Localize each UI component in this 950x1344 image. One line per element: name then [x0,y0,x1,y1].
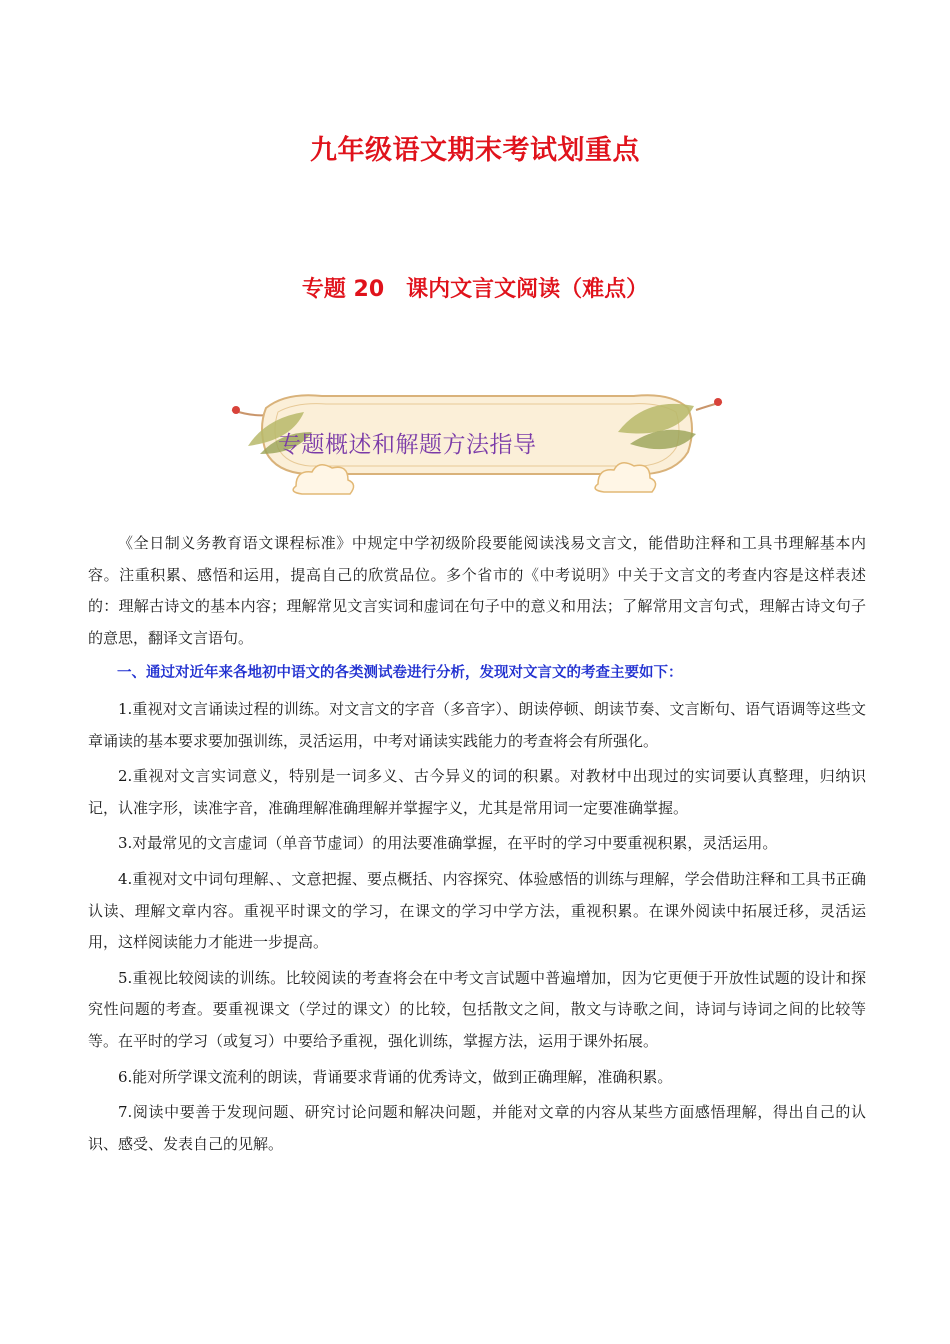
point-paragraph: 6.能对所学课文流利的朗读，背诵要求背诵的优秀诗文，做到正确理解，准确积累。 [118,1067,673,1086]
document-subtitle: 专题 20 课内文言文阅读（难点） [301,277,649,302]
document-title: 九年级语文期末考试划重点 [310,135,640,166]
document-body [88,528,866,1164]
section-heading: 一、通过对近年来各地初中语文的各类测试卷进行分析，发现对文言文的考查主要如下： [117,665,683,682]
point-paragraph: 1.重视对文言诵读过程的训练。对文言文的字音（多音字）、朗读停顿、朗读节奏、文言断句、语气语调等这些文章诵读的基本要求要加强训练，灵活运用，中考对诵读实践能力的考查将会有所强化。 [88,699,866,750]
point-paragraph: 5.重视比较阅读的训练。比较阅读的考查将会在中考文言试题中普遍增加，因为它更便于开放性试题的设计和探究性问题的考查。要重视课文（学过的课文）的比较，包括散文之间，散文与诗歌之间，诗词与诗词之间的比较等等。在平时的学习（或复习）中要给予重视，强化训练，掌握方法，运用于课外拓展。 [88,968,866,1050]
point-paragraph: 7.阅读中要善于发现问题、研究讨论问题和解决问题，并能对文章的内容从某些方面感悟理解，得出自己的认识、感受、发表自己的见解。 [88,1103,866,1153]
point-paragraph: 4.重视对文中词句理解、、文意把握、要点概括、内容探究、体验感悟的训练与理解，学会借助注释和工具书正确认读、理解文章内容。重视平时课文的学习，在课文的学习中学方法，重视积累。在课外阅读中拓展迁移，灵活运用，这样阅读能力才能进一步提高。 [88,869,866,952]
point-paragraph: 3.对最常见的文言虚词（单音节虚词）的用法要准确掌握，在平时的学习中要重视积累，灵活运用。 [118,834,778,853]
intro-paragraph: 《全日制义务教育语文课程标准》中规定中学初级阶段要能阅读浅易文言文，能借助注释和工具书理解基本内容。注重积累、感悟和运用，提高自己的欣赏品位。多个省市的《中考说明》中关于文言文的考查内容是这样表述的：理解古诗文的基本内容；理解常见文言实词和虚词在句子中的意义和用法；了解常用文言句式，理解古诗文句子的意思，翻译文言语句。 [88,534,866,647]
section-banner [226,388,726,506]
banner-label: 专题概述和解题方法指导 [278,432,537,458]
point-paragraph: 2.重视对文言实词意义，特别是一词多义、古今异义的词的积累。对教材中出现过的实词要认真整理，归纳识记，认准字形，读准字音，准确理解准确理解并掌握字义，尤其是常用词一定要准确掌握。 [88,767,866,817]
